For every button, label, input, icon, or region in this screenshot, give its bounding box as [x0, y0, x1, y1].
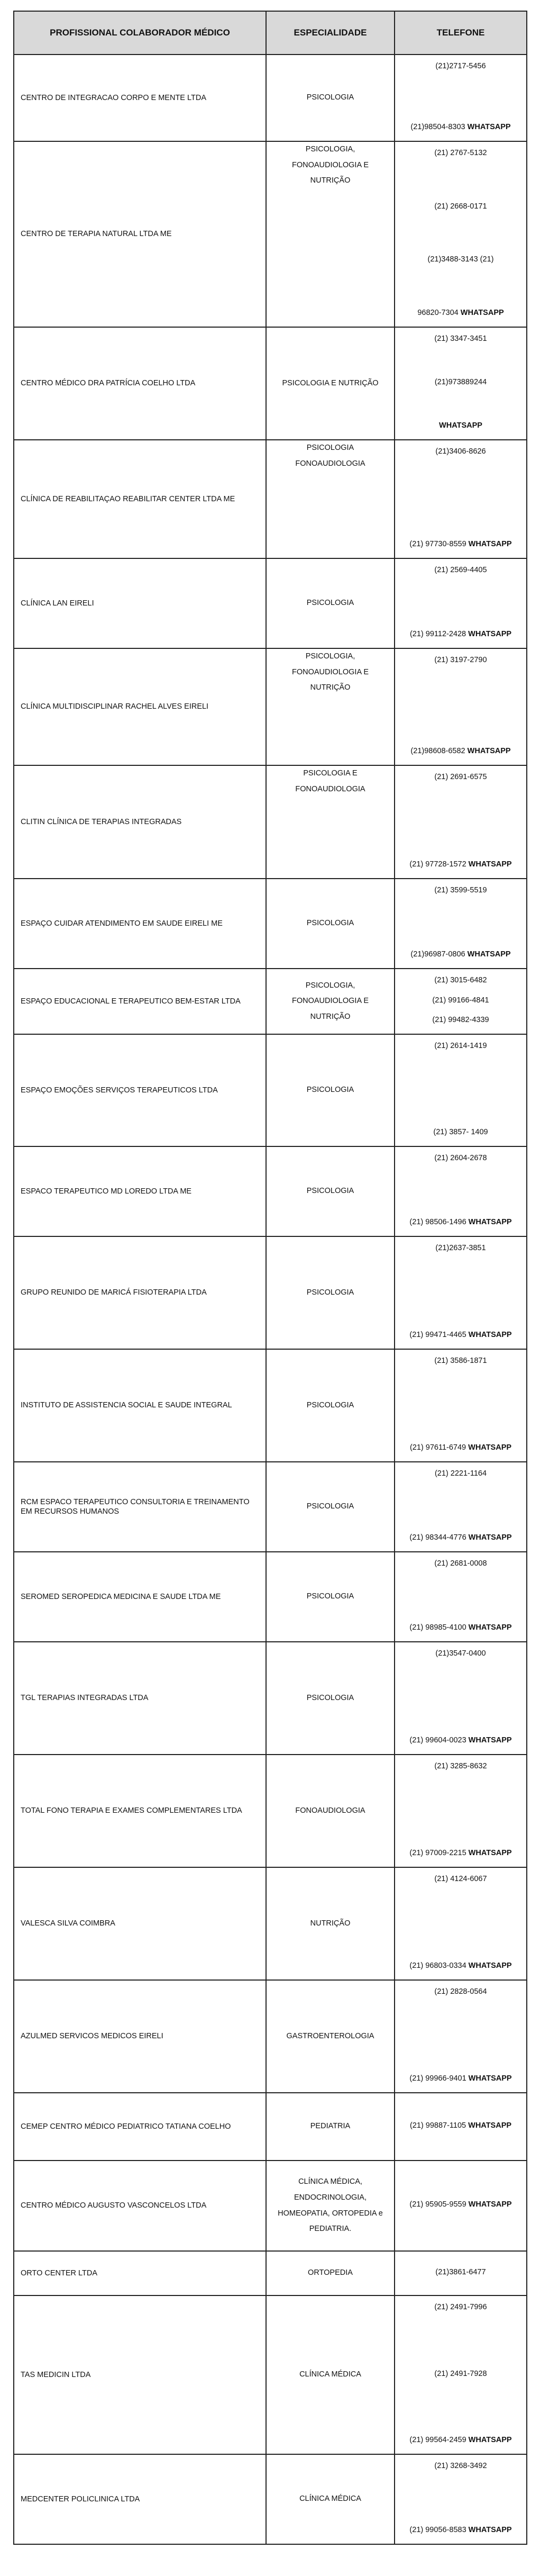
specialty-cell [266, 1867, 395, 1980]
whatsapp-label: WHATSAPP [468, 2200, 512, 2209]
phone-number [434, 655, 487, 665]
specialty-text: CLÍNICA MÉDICA [299, 2370, 361, 2379]
specialty-text: NUTRIÇÃO [310, 1919, 351, 1928]
specialty-cell [266, 440, 395, 558]
phone-number [433, 1127, 488, 1137]
whatsapp-label: WHATSAPP [468, 1218, 512, 1227]
table-row [14, 1462, 527, 1552]
phone-text: (21) 2491-7928 [434, 2369, 487, 2378]
provider-name: CENTRO MÉDICO AUGUSTO VASCONCELOS LTDA [14, 2161, 266, 2251]
phone-number [435, 377, 487, 387]
specialty-text: PEDIATRIA [310, 2122, 351, 2131]
phone-text: (21)98504-8303 [410, 123, 468, 132]
provider-table [13, 11, 527, 2545]
specialty-text: PSICOLOGIA [306, 1086, 354, 1095]
phone-text: (21) 98985-4100 [409, 1623, 469, 1632]
specialty-text: FONOAUDIOLOGIA E [291, 997, 369, 1006]
specialty-text: HOMEOPATIA, ORTOPEDIA e [278, 2209, 383, 2218]
phone-cell [395, 648, 527, 765]
specialty-text: PSICOLOGIA [306, 599, 354, 608]
phone-text: (21) 3285-8632 [434, 1762, 487, 1770]
specialty-cell [266, 327, 395, 440]
phone-number [435, 1469, 487, 1479]
whatsapp-label: WHATSAPP [468, 1331, 512, 1340]
specialty-text: FONOAUDIOLOGIA E [291, 667, 369, 676]
whatsapp-label: WHATSAPP [467, 747, 511, 756]
phone-text: (21) 96803-0334 [409, 1962, 469, 1971]
provider-name: CENTRO MÉDICO DRA PATRÍCIA COELHO LTDA [14, 327, 266, 440]
phone-number [434, 202, 487, 212]
table-row [14, 765, 527, 879]
specialty-text: FONOAUDIOLOGIA [295, 459, 365, 468]
table-row [14, 1146, 527, 1236]
phone-number [434, 975, 487, 986]
phone-number [434, 1874, 487, 1884]
phone-cell [395, 2295, 527, 2454]
table-row [14, 648, 527, 765]
specialty-cell [266, 1642, 395, 1755]
table-row [14, 558, 527, 648]
whatsapp-label: WHATSAPP [468, 1533, 512, 1542]
table-body [14, 55, 527, 2544]
phone-number [434, 2461, 487, 2471]
provider-name: TOTAL FONO TERAPIA E EXAMES COMPLEMENTARES LTDA [14, 1755, 266, 1867]
specialty-text: PEDIATRIA. [309, 2225, 352, 2234]
phone-text: (21) 3857- 1409 [433, 1128, 488, 1137]
phone-cell [395, 1146, 527, 1236]
phone-text: (21) 97009-2215 [409, 1849, 469, 1858]
table-row [14, 969, 527, 1034]
phone-text: (21) 98506-1496 [409, 1218, 469, 1227]
whatsapp-label: WHATSAPP [468, 1849, 512, 1858]
phone-text: (21) 99564-2459 [409, 2436, 469, 2445]
whatsapp-label: WHATSAPP [468, 630, 512, 639]
specialty-cell [266, 1755, 395, 1867]
phone-cell [395, 440, 527, 558]
provider-name: ESPAÇO EDUCACIONAL E TERAPEUTICO BEM-ESTAR LTDA [14, 969, 266, 1034]
phone-cell [395, 55, 527, 141]
table-row [14, 1349, 527, 1462]
specialty-cell [266, 1980, 395, 2093]
provider-name: TGL TERAPIAS INTEGRADAS LTDA [14, 1642, 266, 1755]
phone-cell [395, 327, 527, 440]
provider-name: TAS MEDICIN LTDA [14, 2295, 266, 2454]
phone-number [434, 772, 487, 782]
phone-number [409, 2074, 511, 2084]
phone-cell [395, 1462, 527, 1552]
specialty-text: CLÍNICA MÉDICA, [298, 2177, 362, 2186]
phone-cell [395, 2093, 527, 2161]
specialty-text: ENDOCRINOLOGIA, [294, 2193, 367, 2202]
specialty-text: FONOAUDIOLOGIA [295, 1806, 365, 1815]
specialty-cell [266, 1236, 395, 1349]
phone-text: (21) 99482-4339 [432, 1016, 489, 1025]
phone-text: (21) 99604-0023 [409, 1736, 469, 1745]
phone-text: (21) 3599-5519 [434, 886, 487, 894]
phone-text: (21) 98344-4776 [409, 1533, 469, 1542]
specialty-text: NUTRIÇÃO [310, 176, 351, 185]
phone-number [410, 746, 510, 756]
phone-cell [395, 1980, 527, 2093]
phone-text: (21) 3347-3451 [434, 335, 487, 343]
phone-number [410, 950, 510, 960]
phone-text: (21) 2491-7996 [434, 2303, 487, 2311]
specialty-text: NUTRIÇÃO [310, 1012, 351, 1021]
phone-text: (21) 3015-6482 [434, 976, 487, 984]
phone-number [435, 447, 486, 457]
provider-name: SEROMED SEROPEDICA MEDICINA E SAUDE LTDA ME [14, 1552, 266, 1642]
provider-name: INSTITUTO DE ASSISTENCIA SOCIAL E SAUDE INTEGRAL [14, 1349, 266, 1462]
table-row [14, 1642, 527, 1755]
specialty-text: PSICOLOGIA, [305, 145, 355, 153]
table-row [14, 2093, 527, 2161]
specialty-cell [266, 2454, 395, 2544]
phone-text: (21) 99966-9401 [409, 2074, 469, 2083]
phone-text: (21) 2604-2678 [434, 1154, 487, 1162]
phone-number [417, 308, 504, 318]
table-row [14, 327, 527, 440]
phone-cell [395, 2454, 527, 2544]
provider-name: CLÍNICA MULTIDISCIPLINAR RACHEL ALVES EIRELI [14, 648, 266, 765]
header-phone: TELEFONE [395, 11, 527, 55]
phone-cell [395, 1349, 527, 1462]
phone-number [409, 1533, 511, 1543]
phone-text: (21) 3197-2790 [434, 656, 487, 664]
specialty-cell [266, 1034, 395, 1146]
phone-cell [395, 1552, 527, 1642]
provider-name: ORTO CENTER LTDA [14, 2251, 266, 2295]
phone-cell [395, 1236, 527, 1349]
phone-text: (21) 2221-1164 [434, 1469, 487, 1478]
phone-number [434, 885, 487, 896]
whatsapp-label: WHATSAPP [468, 860, 512, 869]
specialty-text: PSICOLOGIA [306, 1502, 354, 1511]
phone-text: (21) 3586-1871 [434, 1357, 487, 1365]
phone-number [434, 334, 487, 344]
phone-text: (21)3406-8626 [435, 447, 486, 456]
phone-number [409, 2525, 511, 2535]
specialty-cell [266, 879, 395, 969]
provider-name: GRUPO REUNIDO DE MARICÁ FISIOTERAPIA LTDA [14, 1236, 266, 1349]
provider-name: ESPACO TERAPEUTICO MD LOREDO LTDA ME [14, 1146, 266, 1236]
whatsapp-label: WHATSAPP [468, 1623, 512, 1632]
phone-cell [395, 2161, 527, 2251]
table-row [14, 141, 527, 327]
phone-text: (21) 2691-6575 [434, 773, 487, 781]
phone-cell [395, 141, 527, 327]
phone-cell [395, 2251, 527, 2295]
specialty-cell [266, 2093, 395, 2161]
table-row [14, 2454, 527, 2544]
header-specialty: ESPECIALIDADE [266, 11, 395, 55]
specialty-text: PSICOLOGIA, [305, 981, 355, 990]
phone-text: (21) 99887-1105 [409, 2121, 469, 2130]
phone-text: (21) 2681-0008 [434, 1559, 487, 1568]
provider-name: CEMEP CENTRO MÉDICO PEDIATRICO TATIANA COELHO [14, 2093, 266, 2161]
phone-number [432, 996, 489, 1006]
specialty-cell [266, 55, 395, 141]
phone-text: (21) 95905-9559 [409, 2200, 469, 2209]
specialty-text: PSICOLOGIA [306, 1592, 354, 1601]
specialty-text: PSICOLOGIA [306, 1693, 354, 1702]
specialty-text: FONOAUDIOLOGIA [295, 784, 365, 793]
provider-name: ESPAÇO EMOÇÕES SERVIÇOS TERAPEUTICOS LTDA [14, 1034, 266, 1146]
provider-name: CLÍNICA DE REABILITAÇAO REABILITAR CENTER LTDA ME [14, 440, 266, 558]
whatsapp-label: WHATSAPP [468, 1736, 512, 1745]
phone-text: (21)3488-3143 (21) [427, 255, 494, 264]
phone-cell [395, 1642, 527, 1755]
phone-cell [395, 1034, 527, 1146]
table-row [14, 1552, 527, 1642]
phone-number [410, 1443, 511, 1453]
phone-text: (21) 2569-4405 [434, 566, 487, 574]
phone-text: (21)2717-5456 [435, 62, 486, 70]
phone-number [409, 1961, 511, 1971]
specialty-cell [266, 2251, 395, 2295]
whatsapp-label: WHATSAPP [468, 2436, 512, 2445]
phone-number [410, 122, 510, 132]
specialty-cell [266, 1552, 395, 1642]
specialty-text: PSICOLOGIA [306, 919, 354, 928]
specialty-text: PSICOLOGIA E NUTRIÇÃO [282, 378, 379, 387]
phone-number [434, 1356, 487, 1366]
phone-cell [395, 765, 527, 879]
phone-number [409, 539, 511, 549]
phone-cell [395, 558, 527, 648]
phone-text: (21)3547-0400 [435, 1649, 486, 1658]
phone-text: (21) 99166-4841 [432, 996, 489, 1005]
header-provider: PROFISSIONAL COLABORADOR MÉDICO [14, 11, 266, 55]
specialty-text: ORTOPEDIA [308, 2268, 353, 2277]
phone-number [428, 255, 494, 265]
phone-number [435, 2267, 486, 2277]
whatsapp-label: WHATSAPP [468, 1443, 512, 1452]
phone-number [409, 1330, 511, 1340]
whatsapp-label: WHATSAPP [467, 123, 511, 132]
specialty-text: PSICOLOGIA [306, 1288, 354, 1297]
phone-text: (21) 97730-8559 [409, 540, 469, 549]
phone-number [409, 1623, 511, 1633]
phone-number [410, 629, 511, 639]
specialty-cell [266, 1146, 395, 1236]
phone-text: (21) 97611-6749 [409, 1443, 469, 1452]
phone-number [439, 421, 482, 431]
phone-number [434, 1987, 487, 1997]
phone-cell [395, 1867, 527, 1980]
phone-cell [395, 1755, 527, 1867]
phone-number [409, 1848, 511, 1858]
phone-number [434, 1761, 487, 1771]
phone-number [434, 2369, 487, 2379]
phone-number [409, 860, 511, 870]
table-row [14, 1755, 527, 1867]
specialty-cell [266, 558, 395, 648]
provider-name: RCM ESPACO TERAPEUTICO CONSULTORIA E TREINAMENTO EM RECURSOS HUMANOS [14, 1462, 266, 1552]
table-row [14, 440, 527, 558]
whatsapp-label: WHATSAPP [468, 1962, 512, 1971]
specialty-cell [266, 1349, 395, 1462]
whatsapp-label: WHATSAPP [468, 2526, 512, 2535]
phone-number [409, 1736, 511, 1746]
phone-text: (21) 2828-0564 [434, 1987, 487, 1996]
specialty-cell [266, 969, 395, 1034]
whatsapp-label: WHATSAPP [467, 950, 511, 959]
specialty-cell [266, 2295, 395, 2454]
specialty-cell [266, 2161, 395, 2251]
table-header-row [14, 11, 527, 55]
whatsapp-label: WHATSAPP [468, 2074, 512, 2083]
table-row [14, 55, 527, 141]
provider-name: CENTRO DE INTEGRACAO CORPO E MENTE LTDA [14, 55, 266, 141]
phone-text: (21) 2668-0171 [434, 202, 487, 211]
phone-text: (21) 3268-3492 [434, 2462, 487, 2470]
specialty-text: CLÍNICA MÉDICA [299, 2494, 361, 2503]
phone-text: (21) 2614-1419 [434, 1042, 487, 1050]
phone-number [434, 1559, 487, 1569]
phone-text: (21)973889244 [434, 378, 487, 387]
phone-text: (21) 99056-8583 [409, 2526, 469, 2535]
phone-text: (21)96987-0806 [410, 950, 468, 959]
phone-text: (21)2637-3851 [435, 1244, 486, 1252]
phone-number [434, 1153, 487, 1163]
phone-text: (21)3861-6477 [435, 2267, 486, 2276]
whatsapp-label: WHATSAPP [468, 540, 512, 549]
specialty-text: FONOAUDIOLOGIA E [291, 160, 369, 169]
table-row [14, 1867, 527, 1980]
phone-text: (21) 99471-4465 [409, 1331, 469, 1340]
specialty-text: PSICOLOGIA [306, 444, 354, 452]
phone-number [409, 1217, 511, 1227]
phone-number [434, 565, 487, 575]
phone-number [434, 148, 487, 158]
provider-name: VALESCA SILVA COIMBRA [14, 1867, 266, 1980]
specialty-cell [266, 765, 395, 879]
specialty-text: PSICOLOGIA [306, 93, 354, 102]
phone-number [435, 1649, 486, 1659]
provider-name: MEDCENTER POLICLINICA LTDA [14, 2454, 266, 2544]
phone-number [409, 2435, 511, 2445]
specialty-text: PSICOLOGIA [306, 1400, 354, 1409]
phone-number [434, 2302, 487, 2312]
table-row [14, 2251, 527, 2295]
table-row [14, 1034, 527, 1146]
provider-name: AZULMED SERVICOS MEDICOS EIRELI [14, 1980, 266, 2093]
table-row [14, 2295, 527, 2454]
specialty-text: NUTRIÇÃO [310, 683, 351, 692]
provider-name: CLITIN CLÍNICA DE TERAPIAS INTEGRADAS [14, 765, 266, 879]
specialty-cell [266, 648, 395, 765]
phone-number [432, 1015, 489, 1025]
provider-name: CENTRO DE TERAPIA NATURAL LTDA ME [14, 141, 266, 327]
table-row [14, 879, 527, 969]
specialty-text: PSICOLOGIA E [303, 769, 358, 778]
whatsapp-label: WHATSAPP [460, 309, 504, 318]
provider-name: CLÍNICA LAN EIRELI [14, 558, 266, 648]
phone-number [410, 2121, 511, 2131]
phone-cell [395, 969, 527, 1034]
phone-number [435, 61, 486, 71]
phone-text: (21) 99112-2428 [409, 630, 469, 639]
specialty-cell [266, 1462, 395, 1552]
specialty-cell [266, 141, 395, 327]
phone-text: 96820-7304 [417, 309, 461, 318]
whatsapp-label: WHATSAPP [468, 2121, 512, 2130]
phone-text: (21) 2767-5132 [434, 149, 487, 157]
specialty-text: PSICOLOGIA [306, 1187, 354, 1196]
phone-number [409, 2200, 511, 2210]
phone-number [434, 1041, 487, 1051]
table-row [14, 2161, 527, 2251]
phone-text: (21)98608-6582 [410, 747, 468, 756]
table-row [14, 1980, 527, 2093]
specialty-text: PSICOLOGIA, [305, 652, 355, 661]
phone-number [435, 1243, 486, 1253]
whatsapp-label: WHATSAPP [439, 421, 482, 430]
phone-text: (21) 4124-6067 [434, 1875, 487, 1883]
phone-cell [395, 879, 527, 969]
table-row [14, 1236, 527, 1349]
phone-text: (21) 97728-1572 [409, 860, 469, 869]
provider-name: ESPAÇO CUIDAR ATENDIMENTO EM SAUDE EIRELI ME [14, 879, 266, 969]
specialty-text: GASTROENTEROLOGIA [286, 2031, 374, 2040]
